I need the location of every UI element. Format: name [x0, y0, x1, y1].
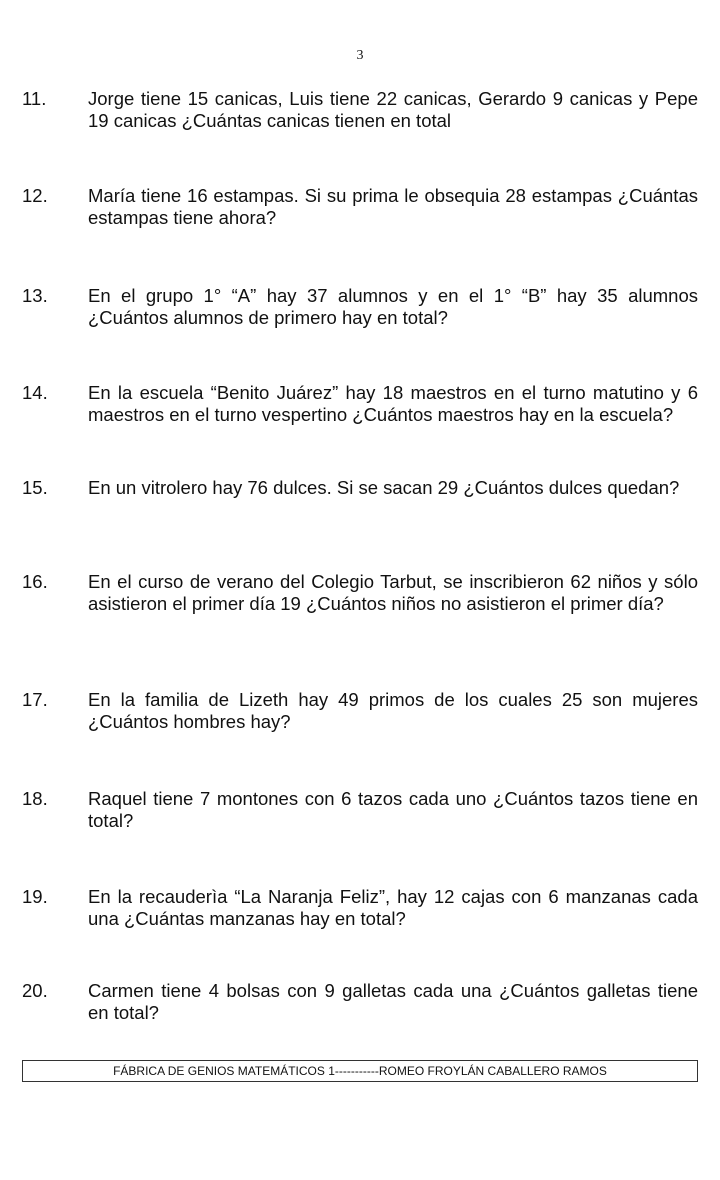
- problem-number: 13.: [22, 285, 48, 306]
- problem-number: 17.: [22, 689, 48, 710]
- problem-19: [22, 886, 698, 930]
- problem-12: [22, 185, 698, 229]
- page-number: 3: [356, 48, 364, 63]
- problem-text: María tiene 16 estampas. Si su prima le obsequia 28 estampas ¿Cuántas estampas tiene ahora?: [88, 185, 698, 228]
- problem-number: 14.: [22, 382, 48, 403]
- problem-number: 11.: [22, 88, 47, 109]
- problem-16: [22, 571, 698, 615]
- problem-20: [22, 980, 698, 1024]
- problem-number: 15.: [22, 477, 48, 498]
- problem-text: En el curso de verano del Colegio Tarbut, se inscribieron 62 niños y sólo asistieron el primer día 19 ¿Cuántos niños no asistieron el primer día?: [88, 571, 698, 614]
- problem-15: [22, 477, 698, 499]
- problem-number: 20.: [22, 980, 48, 1001]
- problem-text: En la recauderìa “La Naranja Feliz”, hay 12 cajas con 6 manzanas cada una ¿Cuántas manzanas hay en total?: [88, 886, 698, 929]
- problem-number: 16.: [22, 571, 48, 592]
- problem-text: En la familia de Lizeth hay 49 primos de los cuales 25 son mujeres ¿Cuántos hombres hay?: [88, 689, 698, 732]
- problem-number: 19.: [22, 886, 48, 907]
- problem-text: Raquel tiene 7 montones con 6 tazos cada uno ¿Cuántos tazos tiene en total?: [88, 788, 698, 831]
- problem-text: Carmen tiene 4 bolsas con 9 galletas cada una ¿Cuántos galletas tiene en total?: [88, 980, 698, 1023]
- problem-13: [22, 285, 698, 329]
- problem-11: [22, 88, 698, 132]
- problem-text: En la escuela “Benito Juárez” hay 18 maestros en el turno matutino y 6 maestros en el turno vespertino ¿Cuántos maestros hay en la escuela?: [88, 382, 698, 425]
- problem-text: En un vitrolero hay 76 dulces. Si se sacan 29 ¿Cuántos dulces quedan?: [88, 477, 680, 498]
- footer-banner: FÁBRICA DE GENIOS MATEMÁTICOS 1-----------ROMEO FROYLÁN CABALLERO RAMOS: [22, 1060, 698, 1082]
- problem-text: En el grupo 1° “A” hay 37 alumnos y en el 1° “B” hay 35 alumnos ¿Cuántos alumnos de primero hay en total?: [88, 285, 698, 328]
- problem-text: Jorge tiene 15 canicas, Luis tiene 22 canicas, Gerardo 9 canicas y Pepe 19 canicas ¿Cuántas canicas tienen en total: [88, 88, 698, 131]
- problem-14: [22, 382, 698, 426]
- problem-number: 12.: [22, 185, 48, 206]
- problem-number: 18.: [22, 788, 48, 809]
- problem-17: [22, 689, 698, 733]
- problem-18: [22, 788, 698, 832]
